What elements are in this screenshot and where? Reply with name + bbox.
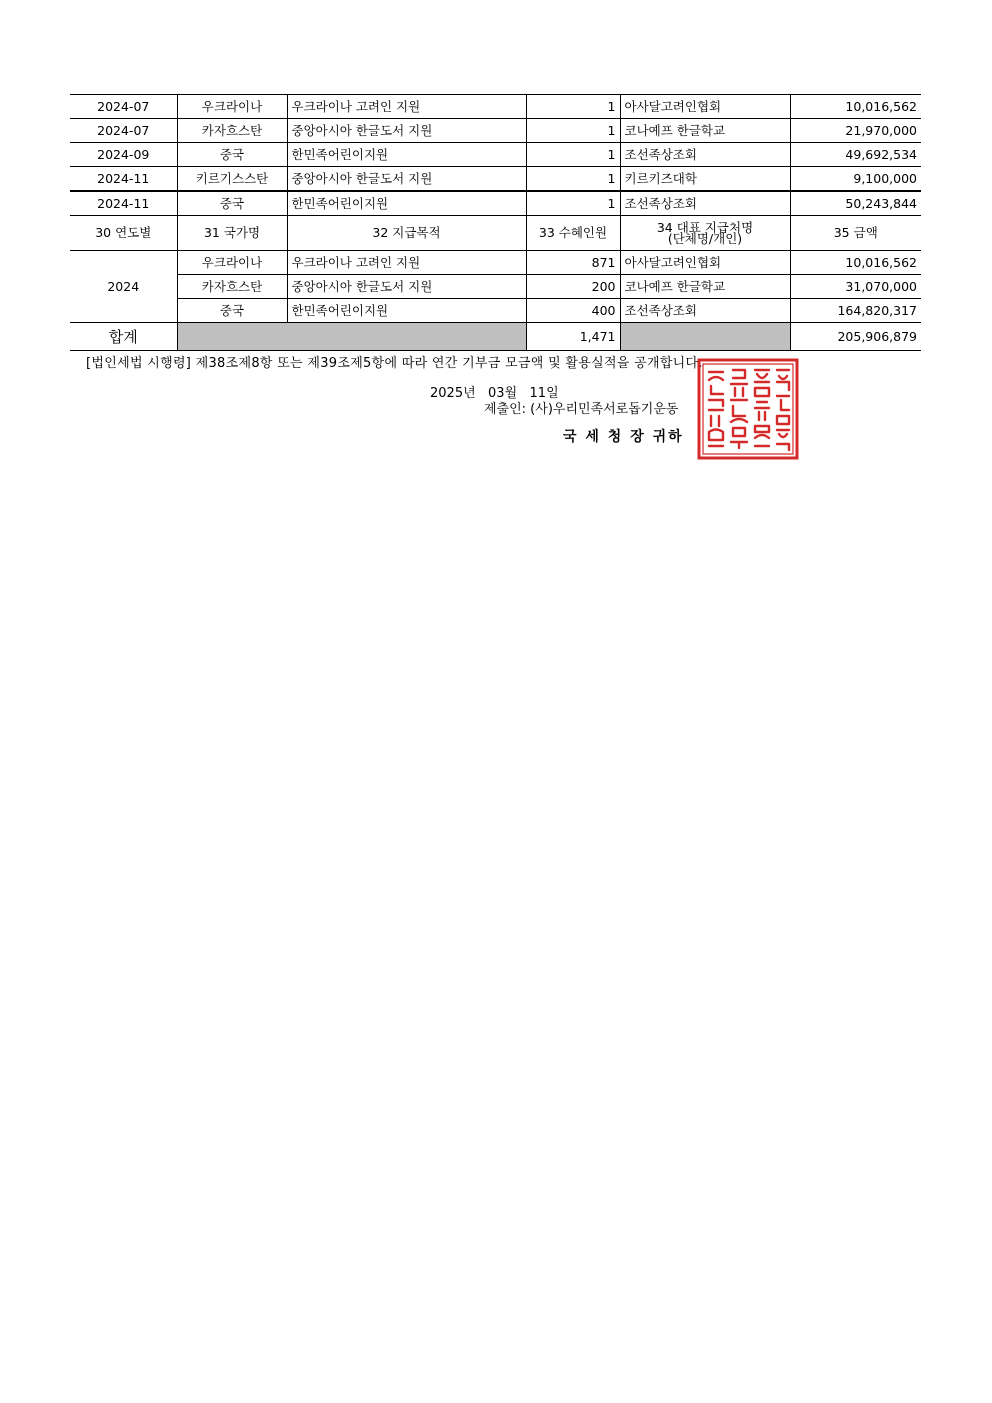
summary-section xyxy=(70,216,921,251)
date-cell: 2024-07 xyxy=(70,95,177,119)
table-row xyxy=(70,143,921,167)
country-cell: 우크라이나 xyxy=(177,251,287,275)
country-cell: 중국 xyxy=(177,143,287,167)
amount-cell: 21,970,000 xyxy=(790,119,921,143)
summary-year-cell: 2024 xyxy=(70,251,177,323)
purpose-cell: 중앙아시아 한글도서 지원 xyxy=(287,275,526,299)
total-row xyxy=(70,323,921,351)
table-row xyxy=(70,167,921,192)
purpose-cell: 한민족어린이지원 xyxy=(287,299,526,323)
legal-note: [법인세법 시행령] 제38조제8항 또는 제39조제5항에 따라 연간 기부금 모금액 및 활용실적을 공개합니다. xyxy=(86,356,703,371)
header-purpose: 32 지급목적 xyxy=(287,216,526,251)
recipient-cell: 키르키즈대학 xyxy=(620,167,790,192)
submitter: 제출인: (사)우리민족서로돕기운동 xyxy=(484,402,679,417)
country-cell: 우크라이나 xyxy=(177,95,287,119)
beneficiaries-cell: 200 xyxy=(526,275,620,299)
addressee: 국 세 청 장 귀하 xyxy=(563,429,684,445)
header-year: 30 연도별 xyxy=(70,216,177,251)
header-recipient-line1: 34 대표 지급처명 xyxy=(656,220,754,235)
purpose-cell: 중앙아시아 한글도서 지원 xyxy=(287,167,526,192)
recipient-cell: 코나예프 한글학교 xyxy=(620,119,790,143)
total-amount: 205,906,879 xyxy=(790,323,921,351)
beneficiaries-cell: 1 xyxy=(526,143,620,167)
table-row xyxy=(70,251,921,275)
amount-cell: 10,016,562 xyxy=(790,251,921,275)
country-cell: 카자흐스탄 xyxy=(177,275,287,299)
country-cell: 중국 xyxy=(177,191,287,216)
date-cell: 2024-07 xyxy=(70,119,177,143)
amount-cell: 9,100,000 xyxy=(790,167,921,192)
purpose-cell: 한민족어린이지원 xyxy=(287,191,526,216)
beneficiaries-cell: 1 xyxy=(526,167,620,192)
purpose-cell: 우크라이나 고려인 지원 xyxy=(287,251,526,275)
recipient-cell: 아사달고려인협회 xyxy=(620,95,790,119)
header-recipient xyxy=(620,216,790,251)
beneficiaries-cell: 400 xyxy=(526,299,620,323)
date-cell: 2024-11 xyxy=(70,167,177,192)
recipient-cell: 아사달고려인협회 xyxy=(620,251,790,275)
official-seal-icon xyxy=(697,358,799,460)
amount-cell: 50,243,844 xyxy=(790,191,921,216)
table-row xyxy=(70,191,921,216)
amount-cell: 31,070,000 xyxy=(790,275,921,299)
table-row xyxy=(70,299,921,323)
total-blank-cell xyxy=(177,323,526,351)
country-cell: 중국 xyxy=(177,299,287,323)
detail-rows xyxy=(70,95,921,216)
total-section xyxy=(70,323,921,351)
recipient-cell: 조선족상조회 xyxy=(620,191,790,216)
submission-date: 2025년 03월 11일 xyxy=(430,386,559,401)
header-recipient-line2: (단체명/개인) xyxy=(667,231,743,246)
donation-table xyxy=(70,94,921,351)
recipient-cell: 조선족상조회 xyxy=(620,143,790,167)
document-body xyxy=(70,94,921,351)
summary-header-row xyxy=(70,216,921,251)
amount-cell: 49,692,534 xyxy=(790,143,921,167)
recipient-cell: 조선족상조회 xyxy=(620,299,790,323)
header-beneficiaries: 33 수혜인원 xyxy=(526,216,620,251)
beneficiaries-cell: 1 xyxy=(526,191,620,216)
date-cell: 2024-11 xyxy=(70,191,177,216)
header-amount: 35 금액 xyxy=(790,216,921,251)
total-beneficiaries: 1,471 xyxy=(526,323,620,351)
table-row xyxy=(70,119,921,143)
total-blank-cell xyxy=(620,323,790,351)
table-row xyxy=(70,95,921,119)
country-cell: 키르기스스탄 xyxy=(177,167,287,192)
beneficiaries-cell: 1 xyxy=(526,119,620,143)
recipient-cell: 코나예프 한글학교 xyxy=(620,275,790,299)
summary-rows xyxy=(70,251,921,323)
beneficiaries-cell: 1 xyxy=(526,95,620,119)
amount-cell: 10,016,562 xyxy=(790,95,921,119)
amount-cell: 164,820,317 xyxy=(790,299,921,323)
total-label: 합계 xyxy=(70,323,177,351)
country-cell: 카자흐스탄 xyxy=(177,119,287,143)
purpose-cell: 중앙아시아 한글도서 지원 xyxy=(287,119,526,143)
beneficiaries-cell: 871 xyxy=(526,251,620,275)
purpose-cell: 한민족어린이지원 xyxy=(287,143,526,167)
date-cell: 2024-09 xyxy=(70,143,177,167)
header-country: 31 국가명 xyxy=(177,216,287,251)
purpose-cell: 우크라이나 고려인 지원 xyxy=(287,95,526,119)
table-row xyxy=(70,275,921,299)
